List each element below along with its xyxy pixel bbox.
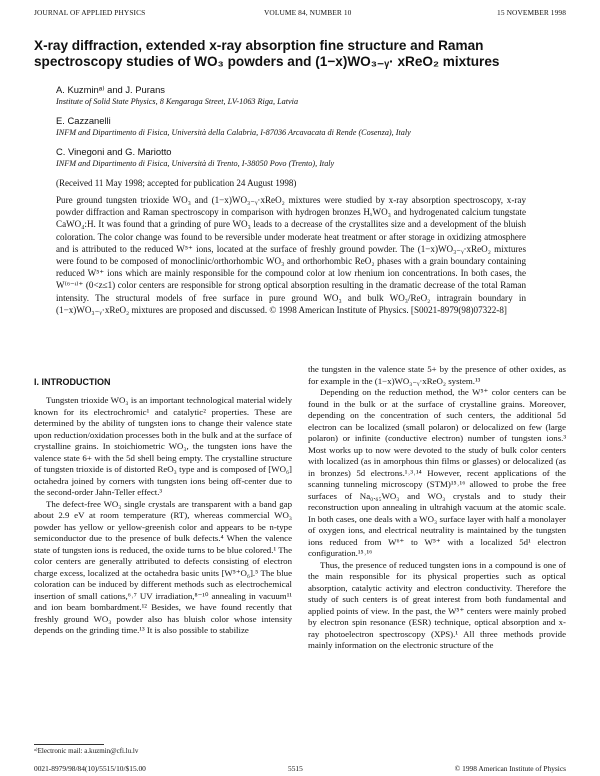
paragraph: the tungsten in the valence state 5+ by the presence of other oxides, as for example in the (1−x)WO₃₋ᵧ·xReO₂ system.¹³: [308, 364, 566, 386]
footnote: ᵃ⁾Electronic mail: a.kuzmin@cfi.lu.lv: [34, 747, 139, 755]
section-heading: I. INTRODUCTION: [34, 377, 111, 387]
title-line-1: X-ray diffraction, extended x-ray absorption fine structure and Raman: [34, 38, 484, 53]
left-column: [34, 395, 292, 637]
right-column: [308, 364, 566, 652]
title-line-2: spectroscopy studies of WO₃ powders and (1−x)WO₃₋ᵧ· xReO₂ mixtures: [34, 54, 500, 69]
volume-number: VOLUME 84, NUMBER 10: [264, 8, 352, 17]
paragraph: Thus, the presence of reduced tungsten ions in a compound is one of the main responsible for its physical properties such as optical absorption, catalytic activity and electron conductivity. Therefore the study of such centers is of great interest from both fundamental and applied points of view. In the past, the W⁵⁺ centers were mainly probed by electron spin resonance (ESR) technique, optical absorption and x-ray photoelectron spectroscopy (XPS).¹ All three methods provide mainly information on the electronic structure of the: [308, 559, 566, 650]
paragraph: The defect-free WO₃ single crystals are transparent with a band gap about 2.9 eV at room temperature (RT), whereas commercial WO₃ powder has yellow or yellow-greenish color and appears to be n-type semiconductor due to the presence of bulk defects.⁴ When the valence state of tungsten ions is reduced, the oxide turns to be blue colored.¹ The color centers are generally attributed to defects consisting of electron charge excess, localized at the octahedra basic units [W⁵⁺O₆].⁵ The blue coloration can be induced by different methods such as electrochemical insertion of small cations,⁶˒⁷ UV irradiation,⁸⁻¹⁰ annealing in vacuum¹¹ and ion beam bombardment.¹² Besides, we have found recently that freshly ground WO₃ powder also has bluish color whose intensity depends on the grinding time.¹³ It is also possible to stabilize: [34, 498, 292, 635]
affiliation-3: INFM and Dipartimento di Fisica, Università di Trento, I-38050 Povo (Trento), Italy: [56, 159, 335, 168]
affiliation-1: Institute of Solid State Physics, 8 Kengaraga Street, LV-1063 Riga, Latvia: [56, 97, 299, 106]
author-group-1: A. Kuzminᵃ⁾ and J. Purans: [56, 84, 165, 95]
running-header: [34, 8, 566, 20]
author-group-3: C. Vinegoni and G. Mariotto: [56, 146, 172, 157]
page-number: 5515: [288, 764, 303, 773]
paragraph: Tungsten trioxide WO₃ is an important technological material widely known for its electrochromic¹ and catalytic² properties. These are determined by the ability of tungsten ions to change their valence state upon reduction/oxidation processes both in the bulk and at the surface of crystalline grains. In stoichiometric WO₃, the tungsten ions have the valence state 6+ with the 5d shell being empty. The crystalline structure of tungsten trioxide is of distorted ReO₃ type and is composed of [WO₆] octahedra joined by corners with tungsten ions being off-center due to the second-order Jahn-Teller effect.³: [34, 395, 292, 497]
article-title: [34, 38, 574, 70]
journal-name: JOURNAL OF APPLIED PHYSICS: [34, 8, 146, 17]
footer-code: 0021-8979/98/84(10)/5515/10/$15.00: [34, 764, 146, 773]
footnote-rule: [34, 744, 104, 745]
affiliation-2: INFM and Dipartimento di Fisica, Università della Calabria, I-87036 Arcavacata di Rende (Cosenza), Italy: [56, 128, 411, 137]
paragraph: Depending on the reduction method, the W⁵⁺ color centers can be found in the bulk or at the surface of crystalline grains. Moreover, depending on the concentration of such centers, the additional 5d electron can be localized (small polaron) or delocalized on few (large polaron) or infinite (conductive electron) number of tungsten ions.³ Most works up to now were devoted to the study of bulk color centers with localized (as in amorphous thin films or glasses) or delocalized (as in bronzes) 5d electrons.¹˒³˒¹⁴ However, recent applications of the scanning tunneling microscopy (STM)¹⁵˒¹⁶ allowed to probe the free surfaces of Na₀.₆₅WO₃ and WO₃ crystals and to study their reconstruction upon annealing in ultrahigh vacuum at the atomic scale. In both cases, one deals with a WO₃ surface layer with half a monolayer of oxygen ions, and electrical neutrality is maintained by the tungsten ions reduced from W⁶⁺ to W⁵⁺ with a localized 5d¹ electron configuration.¹⁵˒¹⁶: [308, 387, 566, 558]
issue-date: 15 NOVEMBER 1998: [497, 8, 566, 17]
abstract: Pure ground tungsten trioxide WO₃ and (1−x)WO₃₋ᵧ·xReO₂ mixtures were studied by x-ray absorption spectroscopy, x-ray powder diffraction and Raman spectroscopy in comparison with hydrogen bronzes HₓWO₃ and hydrogenated calcium tungstate CaWO₄:H. It was found that a grinding of pure WO₃ leads to a decrease of the crystallites size and a development of the bluish coloration. The color change was found to be reversible under moderate heat treatment or after storage in oxidizing atmosphere and is attributed to the reduced W⁵⁺ ions, located at the surface of freshly ground powder. The (1−x)WO₃₋ᵧ·xReO₂ mixtures were found to be composed of monoclinic/orthorhombic WO₃ and orthorhombic ReO₂ phases with a grain boundary containing reduced W⁵⁺ ions which are mainly responsible for the compound color at low rhenium ion concentrations. In both cases, the W⁽⁶⁻ᶤ⁾⁺ (0<z≤1) color centers are responsible for strong optical absorption resulting in the dramatic decrease of the total Raman intensity. The structural models of free surface in pure ground WO₃ and bulk WO₃/ReO₂ intragrain boundary in (1−x)WO₃₋ᵧ·xReO₂ mixtures are proposed and discussed. © 1998 American Institute of Physics. [S0021-8979(98)07322-8]: [56, 195, 526, 315]
footer-copyright: © 1998 American Institute of Physics: [454, 764, 566, 773]
author-group-2: E. Cazzanelli: [56, 115, 111, 126]
received-dates: (Received 11 May 1998; accepted for publication 24 August 1998): [56, 178, 297, 188]
